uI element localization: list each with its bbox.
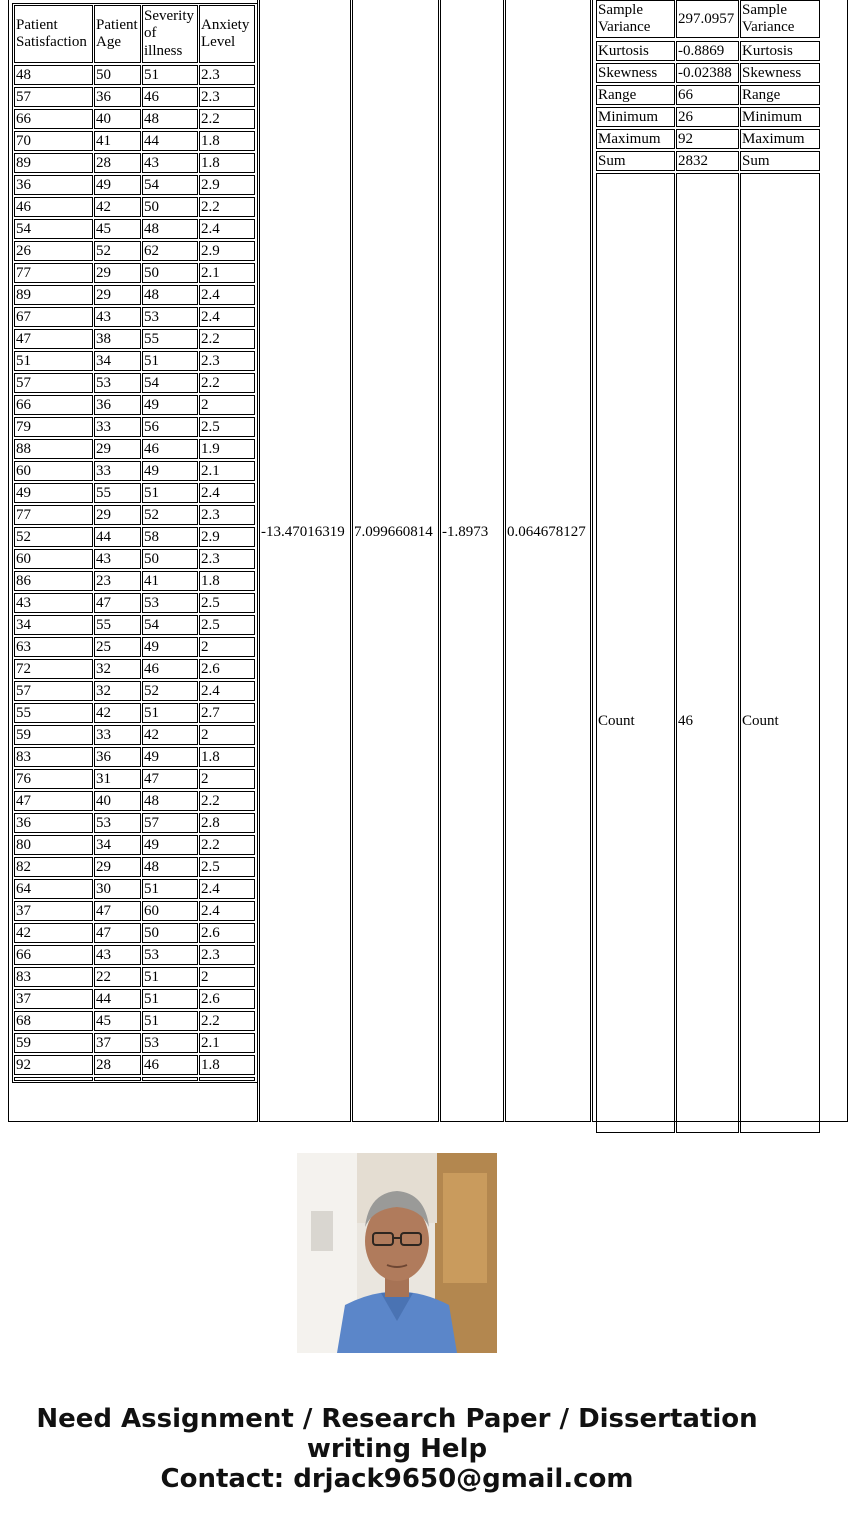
table-cell: 49: [142, 747, 198, 767]
table-cell: 36: [94, 395, 141, 415]
stat-label: Sum: [740, 151, 820, 171]
table-cell: 53: [142, 1033, 198, 1053]
table-cell: 2.4: [199, 901, 255, 921]
stat-label: Maximum: [596, 129, 675, 149]
table-cell: 64: [14, 879, 93, 899]
table-cell: 49: [142, 637, 198, 657]
empty-cell: [14, 1077, 93, 1081]
table-cell: 2.5: [199, 417, 255, 437]
coefficient-value: -13.47016319: [261, 524, 345, 540]
table-cell: 1.8: [199, 131, 255, 151]
promo-line-1: Need Assignment / Research Paper / Dissertation: [36, 1404, 758, 1434]
stat-label: [596, 173, 675, 1133]
table-cell: 55: [14, 703, 93, 723]
table-cell: 2: [199, 725, 255, 745]
promo-line-3: Contact: drjack9650@gmail.com: [160, 1464, 634, 1494]
table-cell: 50: [142, 923, 198, 943]
table-cell: 42: [94, 197, 141, 217]
table-cell: 52: [142, 505, 198, 525]
empty-cell: [199, 1077, 255, 1081]
table-cell: 2.2: [199, 835, 255, 855]
table-cell: 48: [142, 219, 198, 239]
table-cell: 22: [94, 967, 141, 987]
table-cell: 45: [94, 219, 141, 239]
table-cell: 42: [14, 923, 93, 943]
table-cell: 60: [14, 549, 93, 569]
stat-label: Kurtosis: [740, 41, 820, 61]
coefficient-value: -1.8973: [442, 524, 489, 540]
stat-value: -0.02388: [676, 63, 739, 83]
table-cell: 2.1: [199, 1033, 255, 1053]
table-cell: 33: [94, 461, 141, 481]
table-cell: 53: [142, 593, 198, 613]
table-cell: 46: [142, 659, 198, 679]
column-header: Patient Age: [94, 5, 141, 63]
table-cell: 49: [14, 483, 93, 503]
author-avatar: [297, 1153, 497, 1353]
table-cell: 82: [14, 857, 93, 877]
table-cell: 56: [142, 417, 198, 437]
table-cell: 51: [142, 967, 198, 987]
count-text: Count: [742, 713, 779, 729]
table-cell: 2.4: [199, 307, 255, 327]
table-cell: 47: [142, 769, 198, 789]
stat-label: Minimum: [740, 107, 820, 127]
stat-label: [740, 173, 820, 1133]
table-cell: 1.9: [199, 439, 255, 459]
table-cell: 2.3: [199, 351, 255, 371]
table-cell: 46: [142, 439, 198, 459]
table-cell: 53: [94, 813, 141, 833]
coefficient-value: 7.099660814: [354, 524, 433, 540]
table-cell: 50: [142, 197, 198, 217]
table-cell: 32: [94, 659, 141, 679]
table-cell: 51: [142, 703, 198, 723]
table-cell: 53: [142, 307, 198, 327]
table-cell: 51: [142, 879, 198, 899]
table-cell: 88: [14, 439, 93, 459]
column-header: Severity of illness: [142, 5, 198, 63]
table-cell: 48: [14, 65, 93, 85]
table-cell: 2.6: [199, 659, 255, 679]
table-cell: 47: [94, 593, 141, 613]
table-cell: 55: [142, 329, 198, 349]
table-cell: 76: [14, 769, 93, 789]
table-cell: 2.3: [199, 505, 255, 525]
table-cell: 60: [14, 461, 93, 481]
table-cell: 66: [14, 109, 93, 129]
table-cell: 29: [94, 857, 141, 877]
table-cell: 49: [142, 395, 198, 415]
table-cell: 51: [142, 989, 198, 1009]
table-cell: 72: [14, 659, 93, 679]
table-cell: 49: [142, 461, 198, 481]
table-cell: 77: [14, 505, 93, 525]
stat-label: Kurtosis: [596, 41, 675, 61]
table-cell: 42: [142, 725, 198, 745]
table-cell: 2.1: [199, 263, 255, 283]
table-cell: 83: [14, 967, 93, 987]
table-cell: 2: [199, 395, 255, 415]
table-cell: 50: [142, 263, 198, 283]
table-cell: 36: [14, 813, 93, 833]
promo-line-2: writing Help: [306, 1434, 488, 1464]
table-cell: 29: [94, 439, 141, 459]
table-cell: 66: [14, 945, 93, 965]
table-cell: 40: [94, 791, 141, 811]
table-cell: 54: [14, 219, 93, 239]
stat-value: -0.8869: [676, 41, 739, 61]
stat-label: Sum: [596, 151, 675, 171]
table-cell: 54: [142, 175, 198, 195]
table-cell: 29: [94, 263, 141, 283]
table-cell: 50: [142, 549, 198, 569]
table-cell: 60: [142, 901, 198, 921]
table-cell: 25: [94, 637, 141, 657]
table-cell: 2.4: [199, 681, 255, 701]
table-cell: 33: [94, 725, 141, 745]
table-cell: 1.8: [199, 747, 255, 767]
table-cell: 2.5: [199, 857, 255, 877]
table-cell: 2.2: [199, 373, 255, 393]
data-column: [8, 0, 258, 1122]
table-cell: 53: [94, 373, 141, 393]
table-cell: 49: [142, 835, 198, 855]
stat-label: Range: [740, 85, 820, 105]
table-cell: 66: [14, 395, 93, 415]
empty-cell: [94, 1077, 141, 1081]
table-cell: 2.2: [199, 1011, 255, 1031]
table-cell: 46: [142, 1055, 198, 1075]
stat-value: 66: [676, 85, 739, 105]
table-cell: 2.2: [199, 109, 255, 129]
stat-label: Maximum: [740, 129, 820, 149]
table-cell: 38: [94, 329, 141, 349]
table-cell: 53: [142, 945, 198, 965]
table-cell: 59: [14, 725, 93, 745]
empty-cell: [142, 1077, 198, 1081]
table-cell: 77: [14, 263, 93, 283]
table-cell: 83: [14, 747, 93, 767]
coefficient-column-2: [352, 0, 439, 1122]
table-cell: 2.9: [199, 175, 255, 195]
table-cell: 41: [142, 571, 198, 591]
promo-text: [0, 1404, 794, 1494]
table-cell: 51: [142, 351, 198, 371]
table-cell: 44: [94, 989, 141, 1009]
table-cell: 36: [94, 87, 141, 107]
table-cell: 2.2: [199, 791, 255, 811]
table-cell: 49: [94, 175, 141, 195]
table-cell: 2: [199, 967, 255, 987]
table-cell: 57: [142, 813, 198, 833]
table-cell: 34: [14, 615, 93, 635]
count-text: Count: [598, 713, 635, 729]
table-cell: 28: [94, 1055, 141, 1075]
table-cell: 43: [142, 153, 198, 173]
table-cell: 54: [142, 373, 198, 393]
table-cell: 2.1: [199, 461, 255, 481]
table-cell: 57: [14, 373, 93, 393]
table-cell: 51: [142, 1011, 198, 1031]
table-cell: 2: [199, 769, 255, 789]
table-cell: 26: [14, 241, 93, 261]
coefficient-column-4: [505, 0, 591, 1122]
table-cell: 68: [14, 1011, 93, 1031]
table-cell: 89: [14, 153, 93, 173]
table-cell: 1.8: [199, 571, 255, 591]
table-cell: 2.7: [199, 703, 255, 723]
column-header: Anxiety Level: [199, 5, 255, 63]
table-cell: 67: [14, 307, 93, 327]
stat-label: Sample Variance: [740, 0, 820, 38]
table-cell: 47: [14, 329, 93, 349]
table-cell: 48: [142, 109, 198, 129]
table-cell: 47: [94, 901, 141, 921]
table-cell: 51: [14, 351, 93, 371]
table-cell: 47: [94, 923, 141, 943]
table-cell: 34: [94, 351, 141, 371]
stat-label: Skewness: [740, 63, 820, 83]
stat-label: Minimum: [596, 107, 675, 127]
table-cell: 89: [14, 285, 93, 305]
table-cell: 2.4: [199, 879, 255, 899]
table-cell: 47: [14, 791, 93, 811]
table-cell: 46: [14, 197, 93, 217]
table-cell: 2.4: [199, 483, 255, 503]
table-cell: 42: [94, 703, 141, 723]
table-cell: 57: [14, 87, 93, 107]
table-cell: 41: [94, 131, 141, 151]
table-cell: 1.8: [199, 153, 255, 173]
coefficient-column-1: [259, 0, 351, 1122]
table-cell: 52: [142, 681, 198, 701]
table-cell: 55: [94, 483, 141, 503]
table-cell: 46: [142, 87, 198, 107]
table-cell: 28: [94, 153, 141, 173]
coefficient-value: 0.064678127: [507, 524, 586, 540]
count-text: 46: [678, 713, 693, 729]
table-cell: 50: [94, 65, 141, 85]
table-cell: 36: [94, 747, 141, 767]
stat-label: Skewness: [596, 63, 675, 83]
table-cell: 40: [94, 109, 141, 129]
table-cell: 2: [199, 637, 255, 657]
table-cell: 58: [142, 527, 198, 547]
table-cell: 37: [94, 1033, 141, 1053]
table-cell: 70: [14, 131, 93, 151]
table-cell: 2.3: [199, 549, 255, 569]
table-cell: 2.2: [199, 197, 255, 217]
table-cell: 92: [14, 1055, 93, 1075]
table-cell: 59: [14, 1033, 93, 1053]
avatar-photo-icon: [297, 1153, 497, 1353]
stat-value: [676, 173, 739, 1133]
table-cell: 63: [14, 637, 93, 657]
table-cell: 2.8: [199, 813, 255, 833]
stats-column: [592, 0, 848, 1122]
table-cell: 33: [94, 417, 141, 437]
table-cell: 43: [14, 593, 93, 613]
table-cell: 23: [94, 571, 141, 591]
table-cell: 29: [94, 505, 141, 525]
data-table: [12, 3, 258, 1083]
table-cell: 48: [142, 285, 198, 305]
table-cell: 2.3: [199, 945, 255, 965]
table-cell: 54: [142, 615, 198, 635]
table-cell: 37: [14, 901, 93, 921]
table-cell: 48: [142, 857, 198, 877]
table-cell: 51: [142, 65, 198, 85]
table-cell: 62: [142, 241, 198, 261]
table-cell: 79: [14, 417, 93, 437]
table-cell: 2.3: [199, 65, 255, 85]
table-cell: 52: [14, 527, 93, 547]
table-cell: 37: [14, 989, 93, 1009]
stat-value: 26: [676, 107, 739, 127]
table-cell: 48: [142, 791, 198, 811]
table-cell: 2.6: [199, 989, 255, 1009]
table-cell: 44: [94, 527, 141, 547]
stat-label: Sample Variance: [596, 0, 675, 38]
table-cell: 43: [94, 549, 141, 569]
table-cell: 52: [94, 241, 141, 261]
table-cell: 86: [14, 571, 93, 591]
table-cell: 2.2: [199, 329, 255, 349]
table-cell: 29: [94, 285, 141, 305]
table-cell: 45: [94, 1011, 141, 1031]
stat-value: 92: [676, 129, 739, 149]
table-cell: 51: [142, 483, 198, 503]
table-cell: 1.8: [199, 1055, 255, 1075]
table-cell: 2.4: [199, 219, 255, 239]
table-cell: 55: [94, 615, 141, 635]
table-cell: 31: [94, 769, 141, 789]
table-cell: 80: [14, 835, 93, 855]
table-cell: 43: [94, 307, 141, 327]
table-cell: 36: [14, 175, 93, 195]
table-cell: 2.4: [199, 285, 255, 305]
table-cell: 43: [94, 945, 141, 965]
table-cell: 2.6: [199, 923, 255, 943]
table-cell: 2.9: [199, 527, 255, 547]
table-cell: 34: [94, 835, 141, 855]
table-cell: 32: [94, 681, 141, 701]
table-cell: 44: [142, 131, 198, 151]
column-header: Patient Satisfaction: [14, 5, 93, 63]
stat-label: Range: [596, 85, 675, 105]
table-cell: 2.9: [199, 241, 255, 261]
table-cell: 2.5: [199, 593, 255, 613]
outer-table: [8, 0, 848, 1122]
table-cell: 30: [94, 879, 141, 899]
table-cell: 57: [14, 681, 93, 701]
table-cell: 2.3: [199, 87, 255, 107]
coefficient-column-3: [440, 0, 504, 1122]
stat-value: 2832: [676, 151, 739, 171]
table-cell: 2.5: [199, 615, 255, 635]
stat-value: 297.0957: [676, 0, 739, 38]
